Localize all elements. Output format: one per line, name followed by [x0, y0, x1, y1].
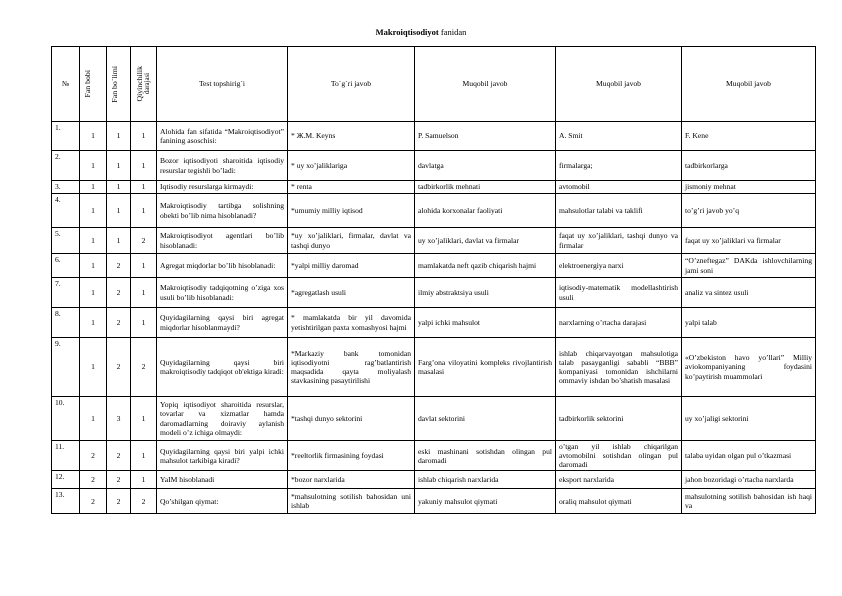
- fan-bobi-cell: 1: [80, 254, 107, 278]
- fan-bolimi-cell: 1: [107, 228, 131, 254]
- qiyinchilik-cell: 1: [131, 308, 157, 338]
- test-question-cell: Qo’shilgan qiymat:: [157, 489, 288, 514]
- table-row: [52, 489, 816, 514]
- test-question-cell: Bozor iqtisodiyoti sharoitida iqtisodiy resurslar tegishli bo’ladi:: [157, 151, 288, 181]
- table-row: [52, 308, 816, 338]
- page-title: [0, 27, 842, 37]
- fan-bobi-cell: 2: [80, 471, 107, 489]
- alternative-answer-2-cell: A. Smit: [556, 122, 682, 151]
- fan-bobi-cell: 1: [80, 338, 107, 397]
- alternative-answer-1-cell: yalpi ichki mahsulot: [415, 308, 556, 338]
- fan-bolimi-cell: 2: [107, 308, 131, 338]
- test-question-cell: Quyidagilarning qaysi biri yalpi ichki mahsulot tarkibiga kiradi?: [157, 441, 288, 471]
- correct-answer-cell: *tashqi dunyo sektorini: [288, 397, 415, 441]
- alternative-answer-3-cell: F. Kene: [682, 122, 816, 151]
- alternative-answer-1-cell: ishlab chiqarish narxlarida: [415, 471, 556, 489]
- fan-bolimi-cell: 2: [107, 471, 131, 489]
- alternative-answer-1-cell: alohida korxonalar faoliyati: [415, 194, 556, 228]
- header-row: [52, 47, 816, 122]
- fan-bobi-cell: 1: [80, 181, 107, 194]
- correct-answer-cell: *reeltorlik firmasining foydasi: [288, 441, 415, 471]
- fan-bobi-cell: 1: [80, 397, 107, 441]
- table-row: [52, 441, 816, 471]
- test-question-cell: YaIM hisoblanadi: [157, 471, 288, 489]
- alternative-answer-2-cell: tadbirkorlik sektorini: [556, 397, 682, 441]
- correct-answer-cell: * Ж.M. Keyns: [288, 122, 415, 151]
- fan-bobi-cell: 1: [80, 308, 107, 338]
- test-question-cell: Iqtisodiy resurslarga kirmaydi:: [157, 181, 288, 194]
- table-row: [52, 254, 816, 278]
- correct-answer-cell: *Markaziy bank tomonidan iqtisodiyotni rag’batlantirish maqsadida qayta moliyalash stavkasining pasaytirilishi: [288, 338, 415, 397]
- qiyinchilik-cell: 1: [131, 194, 157, 228]
- alternative-answer-1-cell: yakuniy mahsulot qiymati: [415, 489, 556, 514]
- qiyinchilik-cell: 2: [131, 338, 157, 397]
- correct-answer-cell: *umumiy milliy iqtisod: [288, 194, 415, 228]
- alternative-answer-3-cell: talaba uyidan olgan pul o’tkazmasi: [682, 441, 816, 471]
- alternative-answer-2-cell: iqtisodiy-matematik modellashtirish usuli: [556, 278, 682, 308]
- table-row: [52, 397, 816, 441]
- alternative-answer-2-cell: oraliq mahsulot qiymati: [556, 489, 682, 514]
- correct-answer-cell: *uy xo’jaliklari, firmalar, davlat va tashqi dunyo: [288, 228, 415, 254]
- table-row: [52, 228, 816, 254]
- header-fan-bobi: [80, 47, 107, 122]
- row-number: 13.: [52, 489, 80, 514]
- alternative-answer-3-cell: «O’zbekiston havo yo’llari” Milliy aviokompaniyaning foydasini ko’paytirish muammolari: [682, 338, 816, 397]
- alternative-answer-2-cell: o’tgan yil ishlab chiqarilgan avtomobilni sotishdan olingan pul daromadi: [556, 441, 682, 471]
- test-questions-table: [51, 46, 816, 514]
- fan-bolimi-cell: 2: [107, 489, 131, 514]
- row-number: 10.: [52, 397, 80, 441]
- alternative-answer-3-cell: faqat uy xo’jaliklari va firmalar: [682, 228, 816, 254]
- row-number: 6.: [52, 254, 80, 278]
- fan-bolimi-cell: 2: [107, 441, 131, 471]
- test-question-cell: Alohida fan sifatida “Makroiqtisodiyot” fanining asoschisi:: [157, 122, 288, 151]
- alternative-answer-1-cell: davlat sektorini: [415, 397, 556, 441]
- table-row: [52, 194, 816, 228]
- table-row: [52, 278, 816, 308]
- table-row: [52, 471, 816, 489]
- alternative-answer-2-cell: ishlab chiqarvayotgan mahsulotiga talab pasayganligi sababli “BBB” kompaniyasi tomonidan ishchilarni ommaviy ishdan bo’shatish masalasi: [556, 338, 682, 397]
- fan-bobi-cell: 1: [80, 228, 107, 254]
- qiyinchilik-cell: 1: [131, 254, 157, 278]
- header-muqobil-2: Muqobil javob: [556, 47, 682, 122]
- fan-bolimi-cell: 2: [107, 278, 131, 308]
- fan-bobi-cell: 1: [80, 278, 107, 308]
- fan-bolimi-cell: 2: [107, 338, 131, 397]
- alternative-answer-3-cell: jahon bozoridagi o’rtacha narxlarda: [682, 471, 816, 489]
- row-number: 12.: [52, 471, 80, 489]
- alternative-answer-2-cell: eksport narxlarida: [556, 471, 682, 489]
- alternative-answer-2-cell: elektroenergiya narxi: [556, 254, 682, 278]
- header-fan-bolimi: [107, 47, 131, 122]
- alternative-answer-3-cell: jismoniy mehnat: [682, 181, 816, 194]
- alternative-answer-1-cell: mamlakatda neft qazib chiqarish hajmi: [415, 254, 556, 278]
- row-number: 4.: [52, 194, 80, 228]
- row-number: 11.: [52, 441, 80, 471]
- row-number: 2.: [52, 151, 80, 181]
- correct-answer-cell: *bozor narxlarida: [288, 471, 415, 489]
- qiyinchilik-cell: 1: [131, 181, 157, 194]
- alternative-answer-3-cell: “O’zneftegaz” DAKda ishlovchilarning jami soni: [682, 254, 816, 278]
- table-row: [52, 338, 816, 397]
- alternative-answer-3-cell: mahsulotning sotilish bahosidan ish haqi va: [682, 489, 816, 514]
- alternative-answer-1-cell: Farg’ona viloyatini kompleks rivojlantirish masalasi: [415, 338, 556, 397]
- test-question-cell: Quyidagilarning qaysi biri makroiqtisodiy tadqiqot ob'ektiga kiradi:: [157, 338, 288, 397]
- fan-bobi-cell: 1: [80, 194, 107, 228]
- qiyinchilik-cell: 2: [131, 489, 157, 514]
- alternative-answer-3-cell: to’g’ri javob yo’q: [682, 194, 816, 228]
- correct-answer-cell: *yalpi milliy daromad: [288, 254, 415, 278]
- test-question-cell: Yopiq iqtisodiyot sharoitida resurslar, tovarlar va xizmatlar hamda daromadlarning doiraviy aylanish modeli o’z ichiga olmaydi:: [157, 397, 288, 441]
- header-darajasi-label: darajasi: [144, 73, 152, 95]
- alternative-answer-1-cell: davlatga: [415, 151, 556, 181]
- test-question-cell: Makroiqtisodiy tartibga solishning obekti bo’lib nima hisoblanadi?: [157, 194, 288, 228]
- header-fan-bolimi-label: Fan bo`limi: [110, 65, 119, 103]
- fan-bobi-cell: 1: [80, 151, 107, 181]
- fan-bolimi-cell: 1: [107, 194, 131, 228]
- correct-answer-cell: *mahsulotning sotilish bahosidan uni ishlab: [288, 489, 415, 514]
- alternative-answer-1-cell: uy xo’jaliklari, davlat va firmalar: [415, 228, 556, 254]
- alternative-answer-3-cell: tadbirkorlarga: [682, 151, 816, 181]
- qiyinchilik-cell: 1: [131, 471, 157, 489]
- correct-answer-cell: *agregatlash usuli: [288, 278, 415, 308]
- correct-answer-cell: * mamlakatda bir yil davomida yetishtirilgan paxta xomashyosi hajmi: [288, 308, 415, 338]
- qiyinchilik-cell: 1: [131, 278, 157, 308]
- alternative-answer-3-cell: yalpi talab: [682, 308, 816, 338]
- alternative-answer-1-cell: tadbirkorlik mehnati: [415, 181, 556, 194]
- header-fan-bobi-label: Fan bobi: [83, 70, 92, 98]
- qiyinchilik-cell: 1: [131, 122, 157, 151]
- alternative-answer-1-cell: P. Samuelson: [415, 122, 556, 151]
- test-question-cell: Quyidagilarning qaysi biri agregat miqdorlar hisoblanmaydi?: [157, 308, 288, 338]
- fan-bolimi-cell: 1: [107, 122, 131, 151]
- header-test: Test topshirig`i: [157, 47, 288, 122]
- header-togri-javob: To`g`ri javob: [288, 47, 415, 122]
- table-row: [52, 151, 816, 181]
- fan-bolimi-cell: 3: [107, 397, 131, 441]
- alternative-answer-2-cell: avtomobil: [556, 181, 682, 194]
- row-number: 1.: [52, 122, 80, 151]
- qiyinchilik-cell: 1: [131, 151, 157, 181]
- row-number: 7.: [52, 278, 80, 308]
- row-number: 5.: [52, 228, 80, 254]
- fan-bobi-cell: 1: [80, 122, 107, 151]
- page-title-suffix: fanidan: [438, 27, 467, 37]
- alternative-answer-2-cell: firmalarga;: [556, 151, 682, 181]
- test-question-cell: Makroiqtisodiyot agentlari bo’lib hisoblanadi:: [157, 228, 288, 254]
- test-question-cell: Makroiqtisodiy tadqiqotning o’ziga xos usuli bo’lib hisoblanadi:: [157, 278, 288, 308]
- table-row: [52, 181, 816, 194]
- qiyinchilik-cell: 1: [131, 441, 157, 471]
- fan-bolimi-cell: 1: [107, 151, 131, 181]
- alternative-answer-2-cell: faqat uy xo’jaliklari, tashqi dunyo va firmalar: [556, 228, 682, 254]
- row-number: 9.: [52, 338, 80, 397]
- alternative-answer-3-cell: uy xo’jaligi sektorini: [682, 397, 816, 441]
- test-question-cell: Agregat miqdorlar bo’lib hisoblanadi:: [157, 254, 288, 278]
- alternative-answer-2-cell: mahsulotlar talabi va taklifi: [556, 194, 682, 228]
- header-qiyinchilik-label: Qiyinchilik: [134, 66, 144, 102]
- qiyinchilik-cell: 1: [131, 397, 157, 441]
- alternative-answer-2-cell: narxlarning o’rtacha darajasi: [556, 308, 682, 338]
- correct-answer-cell: * uy xo’jaliklariga: [288, 151, 415, 181]
- table-row: [52, 122, 816, 151]
- header-qiyinchilik: [131, 47, 157, 122]
- alternative-answer-1-cell: ilmiy abstraktsiya usuli: [415, 278, 556, 308]
- header-muqobil-3: Muqobil javob: [682, 47, 816, 122]
- header-muqobil-1: Muqobil javob: [415, 47, 556, 122]
- fan-bobi-cell: 2: [80, 489, 107, 514]
- correct-answer-cell: * renta: [288, 181, 415, 194]
- alternative-answer-1-cell: eski mashinani sotishdan olingan pul daromadi: [415, 441, 556, 471]
- fan-bobi-cell: 2: [80, 441, 107, 471]
- row-number: 3.: [52, 181, 80, 194]
- fan-bolimi-cell: 2: [107, 254, 131, 278]
- alternative-answer-3-cell: analiz va sintez usuli: [682, 278, 816, 308]
- qiyinchilik-cell: 2: [131, 228, 157, 254]
- row-number: 8.: [52, 308, 80, 338]
- header-number: №: [52, 47, 80, 122]
- page-title-subject: Makroiqtisodiyot: [375, 27, 439, 37]
- fan-bolimi-cell: 1: [107, 181, 131, 194]
